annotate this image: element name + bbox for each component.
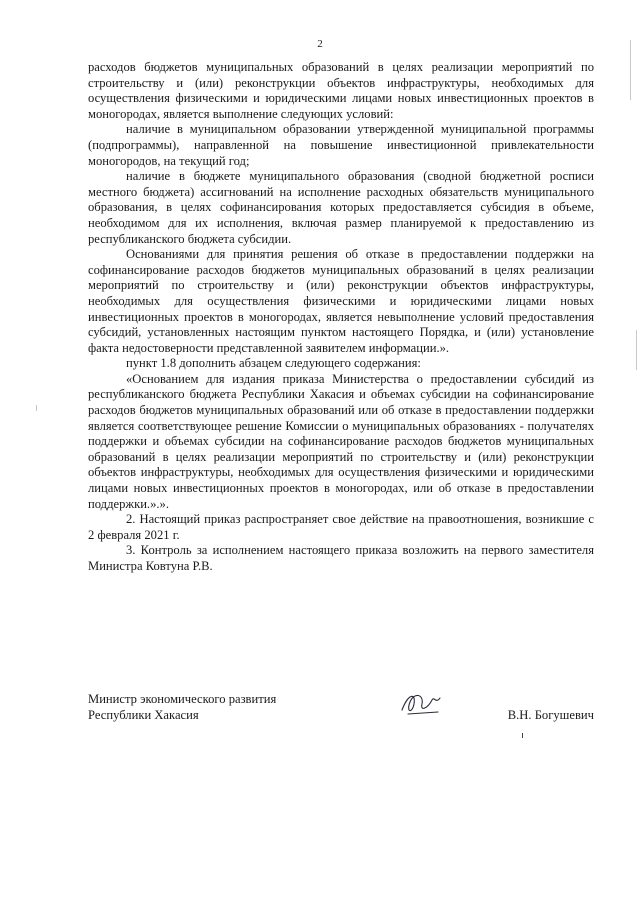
paragraph-1: расходов бюджетов муниципальных образований в целях реализации мероприятий по строительству и (или) реконструкции объектов инфраструктуры, необходимых для осуществления физическими и юридическими лицами новых инвестиционных проектов в моногородах, является выполнение следующих условий:: [88, 60, 594, 121]
signatory-position: [88, 692, 276, 723]
scan-edge-mark: [522, 733, 523, 738]
paragraph-8: 3. Контроль за исполнением настоящего приказа возложить на первого заместителя Министра Ковтуна Р.В.: [88, 543, 594, 573]
paragraph-4: Основаниями для принятия решения об отказе в предоставлении поддержки на софинансирование расходов бюджетов муниципальных образований в целях реализации мероприятий по строительству и (или) реконструкции объектов инфраструктуры, необходимых для осуществления физическими и юридическими лицами новых инвестиционных проектов в моногородах, является невыполнение условий предоставления субсидий, установленных настоящим пунктом настоящего Порядка, и (или) установление факта недостоверности представленной заявителем информации.».: [88, 247, 594, 355]
paragraph-5: пункт 1.8 дополнить абзацем следующего содержания:: [126, 356, 421, 371]
document-body: [88, 60, 594, 575]
paragraph-7: 2. Настоящий приказ распространяет свое действие на правоотношения, возникшие с 2 февраля 2021 г.: [88, 512, 594, 542]
page-number: 2: [317, 38, 323, 50]
paragraph-2: наличие в муниципальном образовании утвержденной муниципальной программы (подпрограммы), направленной на повышение инвестиционной привлекательности моногородов, на текущий год;: [88, 122, 594, 168]
paragraph-3: наличие в бюджете муниципального образования (сводной бюджетной росписи местного бюджета) ассигнований на исполнение расходных обязательств муниципального образования, в целях софинансирования которых предоставляется субсидия в объеме, необходимом для их исполнения, включая размер планируемой к предоставлению из республиканского бюджета субсидии.: [88, 169, 594, 246]
paragraph-6: «Основанием для издания приказа Министерства о предоставлении субсидий из республиканского бюджета Республики Хакасия и объемах субсидии на софинансирование расходов бюджетов муниципальных образований или об отказе в предоставлении поддержки является соответствующее решение Комиссии о муниципальных образованиях - получателях поддержки и объемах субсидии на софинансирование расходов бюджетов муниципальных образований в целях реализации мероприятий по строительству и (или) реконструкции объектов инфраструктуры, необходимых для осуществления физическими и юридическими лицами новых инвестиционных проектов в моногородах, или об отказе в предоставлении поддержки.».».: [88, 371, 594, 511]
signatory-position-line2: Республики Хакасия: [88, 707, 199, 722]
signature-block: [88, 692, 594, 742]
signatory-name: В.Н. Богушевич: [507, 708, 594, 722]
scan-edge-mark: [630, 40, 631, 100]
handwritten-signature-icon: [398, 686, 446, 720]
signatory-position-line1: Министр экономического развития: [88, 692, 277, 706]
scan-edge-mark: [636, 330, 637, 370]
scan-edge-mark: [36, 405, 37, 411]
